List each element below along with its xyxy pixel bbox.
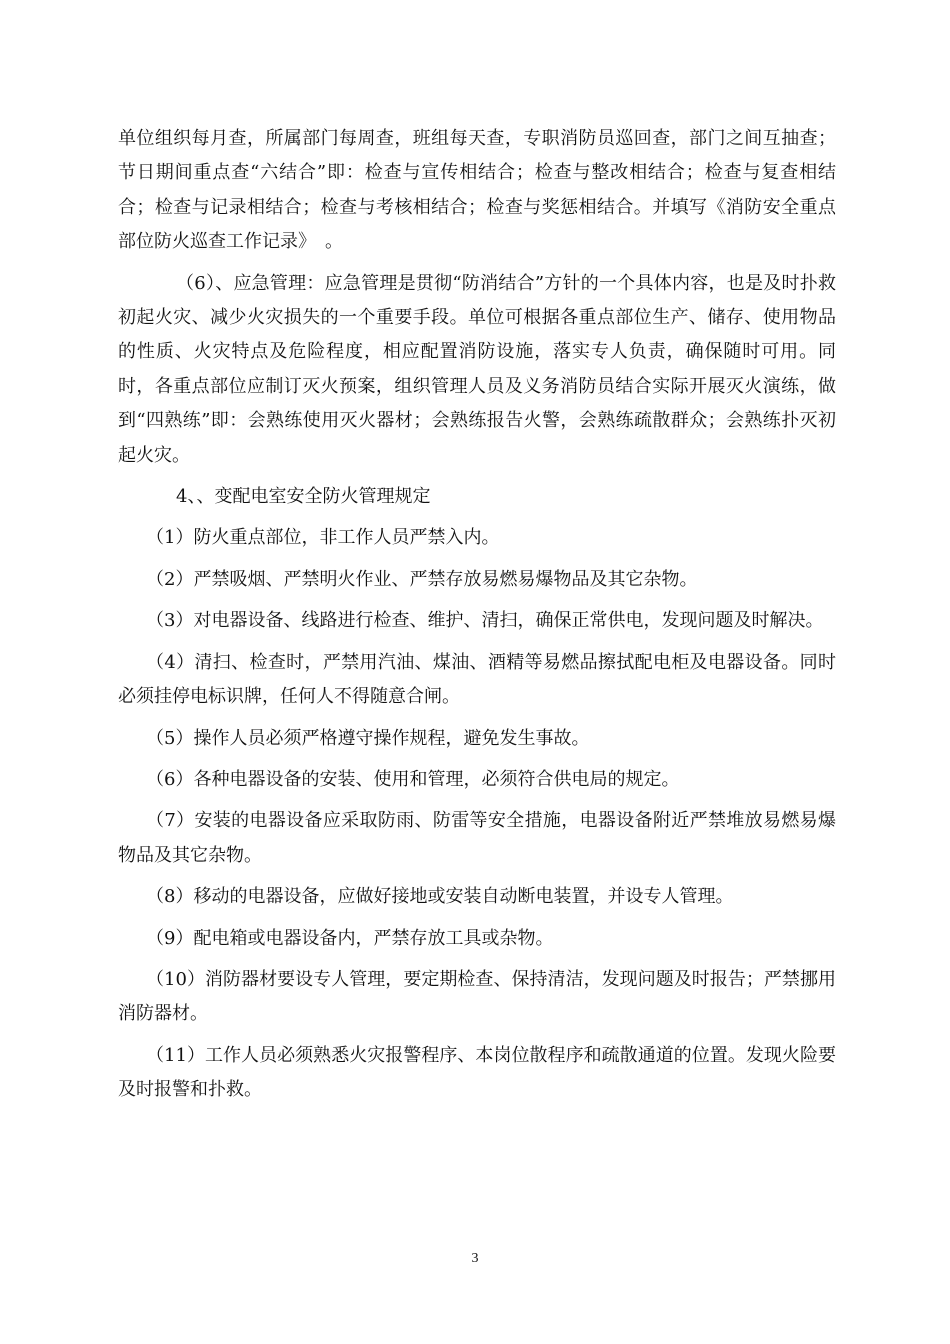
list-item-10: （10）消防器材要设专人管理，要定期检查、保持清洁，发现问题及时报告；严禁挪用消防器材。 (118, 968, 836, 1025)
paragraph-emergency-management: （6）、应急管理：应急管理是贯彻“防消结合”方针的一个具体内容，也是及时扑救初起火灾、减少火灾损失的一个重要手段。单位可根据各重点部位生产、储存、使用物品的性质、火灾特点及危险程度，相应配置消防设施，落实专人负责，确保随时可用。同时，各重点部位应制订灭火预案，组织管理人员及义务消防员结合实际开展灭火演练，做到“四熟练”即：会熟练使用灭火器材；会熟练报告火警，会熟练疏散群众；会熟练扑灭初起火灾。 (118, 272, 836, 466)
list-item-3: （3）对电器设备、线路进行检查、维护、清扫，确保正常供电，发现问题及时解决。 (146, 610, 824, 632)
list-item-6: （6）各种电器设备的安装、使用和管理，必须符合供电局的规定。 (146, 768, 680, 790)
document-body (118, 122, 836, 1108)
page-number: 3 (471, 1251, 479, 1266)
paragraph-inspection-continued: 单位组织每月查，所属部门每周查，班组每天查，专职消防员巡回查，部门之间互抽查；节日期间重点查“六结合”即：检查与宣传相结合；检查与整改相结合；检查与复查相结合；检查与记录相结合；检查与考核相结合；检查与奖惩相结合。并填写《消防安全重点部位防火巡查工作记录》 。 (118, 128, 836, 253)
list-item-4: （4）清扫、检查时，严禁用汽油、煤油、酒精等易燃品擦拭配电柜及电器设备。同时必须挂停电标识牌，任何人不得随意合闸。 (118, 651, 836, 708)
section-heading-substation-rules: 4、、变配电室安全防火管理规定 (176, 486, 431, 508)
list-item-11: （11）工作人员必须熟悉火灾报警程序、本岗位散程序和疏散通道的位置。发现火险要及时报警和扑救。 (118, 1044, 836, 1101)
list-item-5: （5）操作人员必须严格遵守操作规程，避免发生事故。 (146, 727, 590, 749)
list-item-9: （9）配电箱或电器设备内，严禁存放工具或杂物。 (146, 927, 554, 949)
list-item-7: （7）安装的电器设备应采取防雨、防雷等安全措施，电器设备附近严禁堆放易燃易爆物品及其它杂物。 (118, 810, 836, 866)
list-item-1: （1）防火重点部位，非工作人员严禁入内。 (146, 527, 500, 549)
list-item-2: （2）严禁吸烟、严禁明火作业、严禁存放易燃易爆物品及其它杂物。 (146, 568, 698, 590)
list-item-8: （8）移动的电器设备，应做好接地或安装自动断电装置，并设专人管理。 (146, 886, 734, 908)
